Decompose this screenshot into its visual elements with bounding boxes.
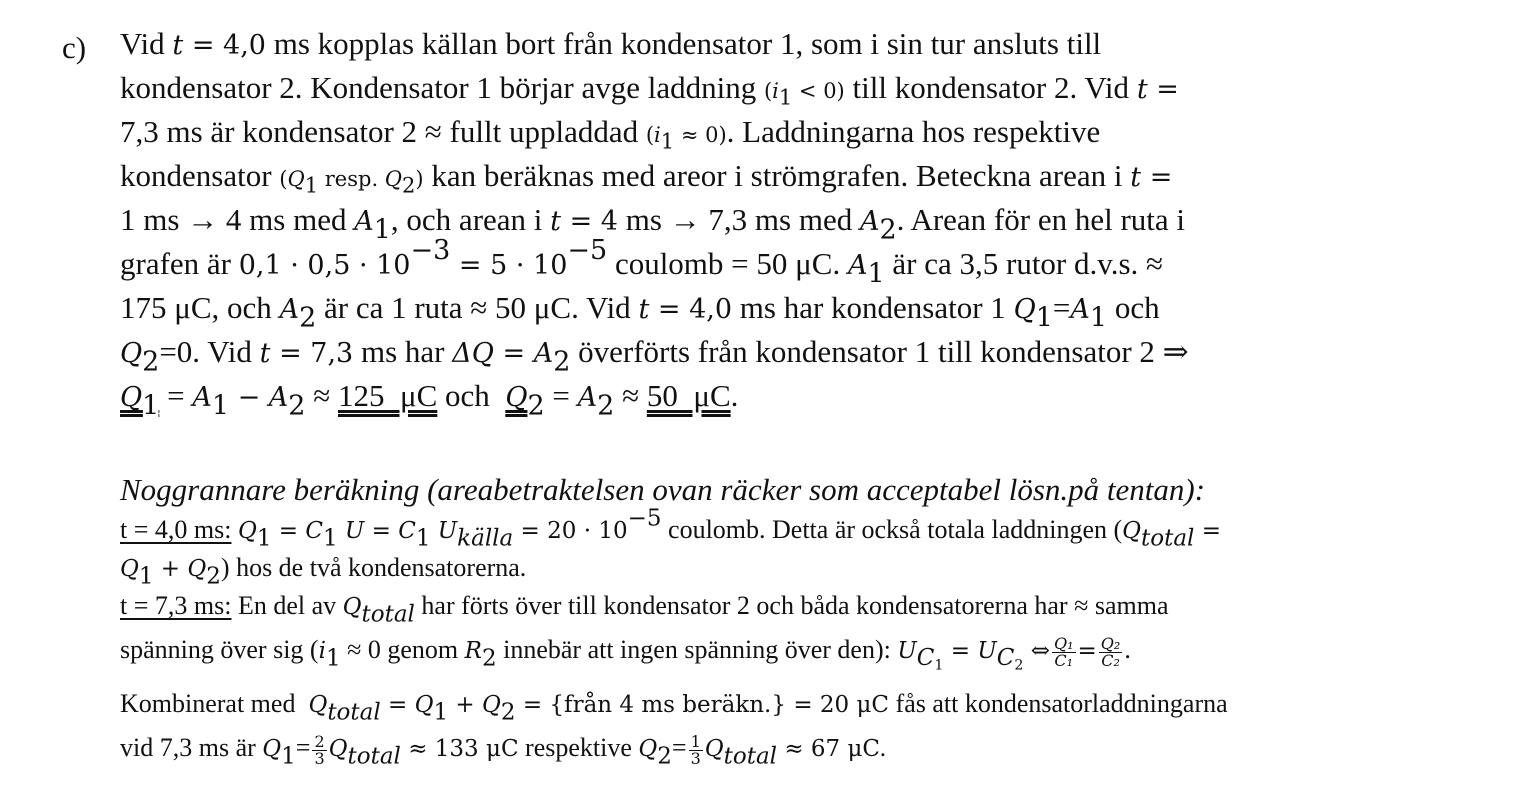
math-var: t — [172, 30, 184, 61]
subscript: 1 — [304, 173, 319, 198]
text-line — [120, 286, 1160, 334]
text: ms → 7,3 ms med — [617, 202, 860, 237]
math-var: Q — [342, 594, 362, 620]
math-var: t — [1130, 162, 1142, 193]
math: = 4 — [561, 206, 618, 237]
subscript — [916, 645, 944, 674]
math-var: A — [847, 250, 868, 281]
math-var: U — [337, 518, 365, 544]
math: + — [153, 556, 188, 582]
math-var: i — [318, 638, 326, 664]
text: fås att kondensatorladdningarna — [889, 689, 1228, 718]
math-var: Q — [262, 736, 282, 762]
math: = — [1194, 518, 1222, 544]
math-var: t — [638, 294, 650, 325]
text-line — [120, 684, 1228, 724]
subscript: 1 — [373, 214, 391, 246]
subscript: 2 — [657, 743, 672, 770]
text: är ca 3,5 rutor d.v.s. ≈ — [884, 246, 1164, 281]
text-line — [120, 586, 1169, 626]
subscript: 1 — [415, 525, 431, 552]
superscript: −5 — [627, 505, 662, 532]
text: = — [159, 378, 193, 413]
math-var: C — [398, 518, 416, 544]
math: = — [943, 638, 978, 664]
text: = — [671, 733, 687, 762]
denominator: 3 — [690, 748, 701, 768]
subscript-var: C — [916, 645, 935, 672]
math: = 4,0 — [183, 30, 266, 61]
text-line — [120, 22, 1101, 66]
text: kan beräknas med areor i strömgrafen. Beteckna arean i — [423, 158, 1131, 193]
result-q1-value: 125 μC — [338, 378, 438, 413]
math-var: U — [977, 638, 997, 664]
text-line — [120, 198, 1186, 246]
subscript: 1 — [322, 525, 338, 552]
math-var: R — [464, 638, 482, 664]
subscript: 2 — [1014, 657, 1024, 674]
subscript: 1 — [778, 85, 793, 110]
text-line — [120, 235, 1164, 290]
numerator: Q₁ — [1053, 633, 1074, 653]
text: respektive — [518, 733, 639, 762]
text: coulomb. Detta är också totala laddningen ( — [661, 515, 1123, 544]
math-var: A — [859, 206, 880, 237]
text-line — [120, 548, 526, 588]
math: = — [493, 338, 534, 369]
denominator: C₂ — [1101, 650, 1120, 670]
math-var: t — [550, 206, 562, 237]
math-var: A — [533, 338, 554, 369]
math: = 20 · 10 — [513, 518, 628, 544]
text: spänning över sig ( — [120, 635, 319, 664]
math-var: U — [430, 518, 458, 544]
subscript: 1 — [281, 743, 296, 770]
text: . — [730, 378, 739, 413]
math-var: Q — [505, 382, 528, 413]
subscript: total — [1141, 525, 1195, 552]
text: grafen är — [120, 246, 239, 281]
math-var: t — [1136, 74, 1148, 105]
math: ( — [645, 123, 655, 147]
text: = — [544, 378, 578, 413]
math-var: Q — [120, 338, 143, 369]
math: = — [271, 518, 306, 544]
subscript: 2 — [299, 302, 317, 334]
subscript: 1 — [142, 390, 160, 422]
math-var: Q — [414, 692, 434, 718]
subscript: 1 — [138, 563, 154, 590]
subscript: total — [327, 699, 381, 726]
text-line — [120, 66, 1179, 110]
subscript-var: C — [996, 645, 1015, 672]
math-var: Q — [187, 556, 207, 582]
math-var: Q — [308, 692, 328, 718]
fraction-two-thirds — [312, 731, 326, 768]
math: ≈ 133 μC — [400, 736, 519, 762]
text: och — [1107, 290, 1160, 325]
text: innebär att ingen spänning över den): — [496, 635, 898, 664]
numerator: Q₂ — [1100, 633, 1121, 653]
math: ≈ 0) — [674, 123, 727, 147]
math-var: A — [577, 382, 598, 413]
math: = — [1077, 638, 1097, 664]
text: ≈ 0 genom — [340, 635, 465, 664]
math-var: t — [259, 338, 271, 369]
math-var: Q — [482, 692, 501, 718]
subscript: källa — [457, 525, 514, 552]
math-var: A — [354, 206, 374, 237]
math-var: ΔQ — [452, 338, 494, 369]
subscript: 2 — [597, 390, 615, 422]
fraction-q1-c1 — [1052, 633, 1076, 670]
text: har förts över till kondensator 2 och båda kondensatorerna har ≈ samma — [414, 591, 1169, 620]
text: är ca 1 ruta ≈ 50 μC. Vid — [316, 290, 639, 325]
text: =0. Vid — [159, 334, 260, 369]
text-line — [120, 154, 1172, 198]
text: kondensator — [120, 158, 280, 193]
fraction-one-third — [689, 731, 703, 768]
text: ≈ — [614, 378, 647, 413]
math: = — [1141, 162, 1173, 193]
text: . Arean för en hel ruta i — [896, 202, 1186, 237]
result-q2-symbol — [505, 378, 545, 422]
text: = — [295, 733, 311, 762]
text: . Laddningarna hos respektive — [726, 114, 1101, 149]
numerator: 1 — [690, 731, 701, 751]
math: ( — [279, 167, 288, 191]
subscript: 2 — [527, 390, 545, 422]
text: 1 ms → 4 ms med — [120, 202, 355, 237]
result-q1-symbol — [120, 378, 160, 422]
text: kondensator 2. Kondensator 1 börjar avge laddning — [120, 70, 764, 105]
text-line — [120, 330, 1189, 378]
denominator: C₁ — [1054, 650, 1074, 670]
text: Vid — [120, 26, 173, 61]
subscript: 1 — [433, 699, 449, 726]
text: , och arean i — [390, 202, 551, 237]
subscript: 1 — [660, 129, 675, 154]
subscript: 1 — [211, 390, 229, 422]
subscript — [996, 645, 1024, 674]
text: 7,3 ms är kondensator 2 ≈ fullt uppladdad — [120, 114, 646, 149]
math: − — [229, 382, 269, 413]
fraction-q2-c2 — [1099, 633, 1123, 670]
text: ms har — [353, 334, 453, 369]
math-var: A — [1070, 294, 1090, 325]
math-var: i — [654, 123, 661, 147]
math: = — [364, 518, 399, 544]
subscript: 2 — [481, 645, 497, 672]
subscript: total — [347, 743, 401, 770]
text: 175 μC, och — [120, 290, 280, 325]
superscript: −3 — [410, 235, 451, 267]
subscript: 2 — [142, 346, 160, 378]
text: överförts från kondensator 1 till kondensator 2 ⇒ — [570, 334, 1189, 369]
subscript: 1 — [867, 258, 885, 290]
text-line — [120, 630, 1131, 674]
math: = 4,0 — [649, 294, 733, 325]
math-var: Q — [328, 736, 348, 762]
text: och — [437, 378, 506, 413]
math: 0,1 · 0,5 · 10 — [238, 250, 411, 281]
numerator: 2 — [314, 731, 325, 751]
subscript: 2 — [206, 563, 221, 590]
math: resp. — [318, 167, 385, 191]
math: = — [1147, 74, 1179, 105]
math-var: Q — [384, 167, 403, 191]
solution-label: c) — [62, 30, 87, 65]
text: till kondensator 2. Vid — [844, 70, 1137, 105]
math: = — [380, 692, 415, 718]
math: = 5 · 10 — [450, 250, 568, 281]
subscript: total — [361, 601, 415, 628]
math: ≈ 67 μC. — [777, 736, 887, 762]
math-var: A — [268, 382, 289, 413]
subscript: 1 — [1035, 302, 1053, 334]
math-var: Q — [1013, 294, 1036, 325]
result-q2-value: 50 μC — [646, 378, 731, 413]
text: En del av — [231, 591, 343, 620]
math: < 0) — [792, 79, 845, 103]
math-var: Q — [704, 736, 724, 762]
subscript: 2 — [288, 390, 306, 422]
math-var: A — [279, 294, 300, 325]
subscript: 2 — [553, 346, 571, 378]
math: ⇔ — [1023, 638, 1050, 664]
math-var: Q — [287, 167, 305, 191]
math-var: Q — [237, 518, 257, 544]
math: = 7,3 — [270, 338, 354, 369]
math: ( — [763, 79, 773, 103]
subscript: 1 — [934, 657, 944, 674]
subscript: 2 — [500, 699, 516, 726]
text-line — [120, 110, 1100, 154]
math-var: Q — [120, 382, 143, 413]
math-var: A — [192, 382, 212, 413]
subscript: 2 — [402, 173, 416, 198]
text: coulomb = 50 μC. — [607, 246, 848, 281]
text: = — [1052, 290, 1071, 325]
time-label: t = 4,0 ms: — [120, 515, 232, 544]
math-var: Q — [638, 736, 658, 762]
denominator: 3 — [314, 748, 325, 768]
text: . — [1124, 635, 1131, 664]
math: + — [448, 692, 483, 718]
subscript: 2 — [879, 214, 897, 246]
subscript: 1 — [325, 645, 341, 672]
math-var: C — [305, 518, 323, 544]
text: ms har kondensator 1 — [732, 290, 1014, 325]
math-var: i — [772, 79, 779, 103]
subscript: 1 — [256, 525, 272, 552]
subscript: total — [723, 743, 778, 770]
result-line — [120, 374, 739, 422]
math-var: Q — [1122, 518, 1142, 544]
text-line — [120, 505, 1222, 552]
math: ) — [415, 167, 424, 191]
subscript: 1 — [1089, 302, 1108, 334]
text-line — [120, 728, 887, 768]
text: ≈ — [305, 378, 338, 413]
math: = {från 4 ms beräkn.} = 20 μC — [515, 692, 890, 718]
text: ms kopplas källan bort från kondensator 1, som i sin tur ansluts till — [265, 26, 1102, 61]
section-heading: Noggrannare beräkning (areabetraktelsen ovan räcker som acceptabel lösn.på tentan): — [120, 472, 1206, 507]
time-label: t = 7,3 ms: — [120, 591, 232, 620]
math-var: Q — [120, 556, 139, 582]
text: ) hos de två kondensatorerna. — [220, 553, 527, 582]
text: vid 7,3 ms är — [120, 733, 263, 762]
superscript: −5 — [567, 235, 608, 267]
math-var: U — [897, 638, 917, 664]
text: Kombinerat med — [120, 689, 309, 718]
